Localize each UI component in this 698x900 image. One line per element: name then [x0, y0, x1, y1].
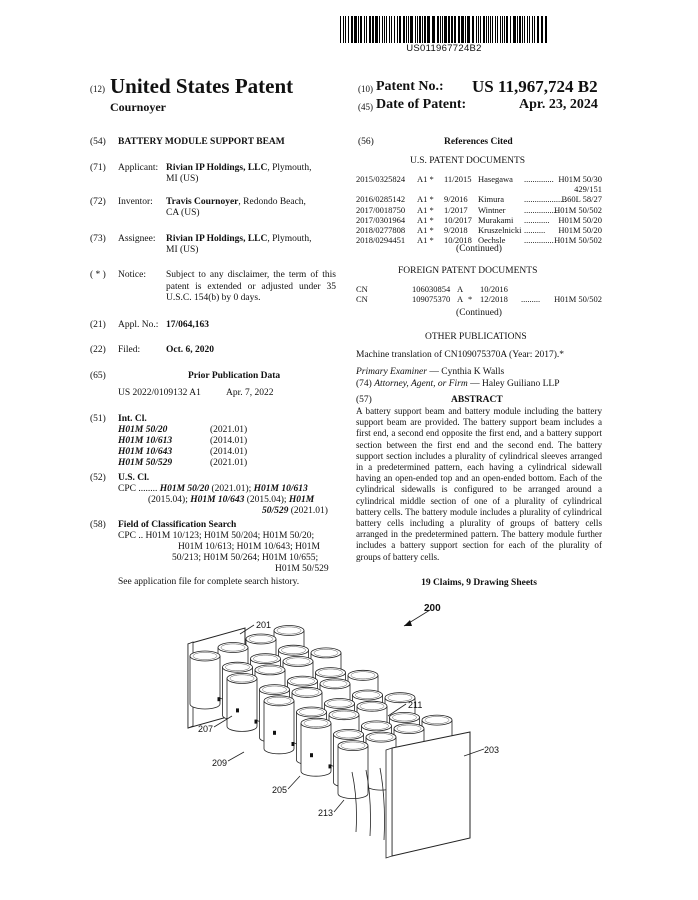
reference-row [356, 184, 602, 194]
code-58: (58) [90, 520, 106, 530]
barcode-bar [369, 16, 371, 43]
barcode-bar [360, 16, 362, 43]
filed-date: Oct. 6, 2020 [166, 345, 215, 355]
foreign-reference-row [356, 284, 602, 294]
uscl-line3 [262, 506, 328, 518]
intcl-class: H01M 10/643 [118, 447, 173, 457]
reference-name: Wintner [478, 204, 506, 215]
ref-label-205: 205 [272, 785, 288, 795]
barcode-number: US011967724B2 [406, 43, 482, 54]
barcode-bar [519, 16, 521, 43]
notice-text: Subject to any disclaimer, the term of this patent is extended or adjusted under 35 U.S.C. 154(b) by 0 days. [166, 270, 336, 303]
barcode-bar [408, 16, 409, 43]
barcode-bar [476, 16, 477, 43]
reference-kind: A1 * [417, 214, 434, 225]
reference-cls: H01M 50/502 [554, 204, 602, 215]
ref-label-207: 207 [198, 724, 214, 734]
reference-num: 2016/0285142 [356, 194, 406, 205]
field-see: See application file for complete search history. [118, 577, 300, 587]
leader-line [334, 800, 344, 812]
foreign-star: * [468, 294, 473, 305]
barcode-bar [527, 16, 528, 43]
end-plate-203-edge [386, 748, 392, 858]
intcl-class: H01M 50/20 [118, 425, 168, 435]
sleeve-marker [292, 742, 295, 746]
barcode-bar [382, 16, 383, 43]
code-65: (65) [90, 371, 106, 381]
code-73: (73) [90, 234, 106, 244]
barcode-bar [444, 16, 447, 43]
patent-title: United States Patent [110, 74, 294, 98]
appl-number: 17/064,163 [166, 320, 210, 330]
date-label: Date of Patent: [376, 97, 467, 112]
ref-label-209: 209 [212, 758, 228, 768]
barcode-bar [492, 16, 493, 43]
barcode-bar [524, 16, 525, 43]
barcode-bar [427, 16, 430, 43]
attorney-name: — Haley Guiliano LLP [467, 379, 560, 389]
applicant-line1 [166, 163, 311, 175]
barcode-bar [391, 16, 392, 43]
examiner-line [356, 367, 504, 379]
reference-row [356, 225, 602, 235]
barcode-bar [432, 16, 435, 43]
barcode-bar [366, 16, 367, 43]
barcode-bar [424, 16, 426, 43]
battery-cell [227, 678, 257, 731]
foreign-cc: CN [356, 284, 368, 294]
barcode-bar [345, 16, 346, 43]
foreign-kind: A [457, 294, 464, 305]
intcl-version: (2014.01) [210, 447, 248, 457]
intcl-class: H01M 50/529 [118, 458, 173, 468]
barcode-bar [417, 16, 418, 43]
reference-row [356, 194, 602, 204]
continued-1: (Continued) [456, 244, 502, 254]
barcode-bar [465, 16, 466, 43]
reference-num: 2017/0301964 [356, 214, 406, 225]
applicant-name: Rivian IP Holdings, LLC [166, 163, 268, 173]
field-line-0: CPC .. H01M 10/123; H01M 50/204; H01M 50/20; [118, 531, 315, 541]
leader-line [288, 776, 300, 789]
patent-no-label: Patent No.: [376, 79, 444, 94]
barcode-bar [504, 16, 505, 43]
barcode-bar [490, 16, 491, 43]
barcode-bar [351, 16, 353, 43]
assignee-line1 [166, 234, 311, 246]
invention-title: BATTERY MODULE SUPPORT BEAM [118, 137, 285, 147]
barcode-bar [467, 16, 470, 43]
ref-label-213: 213 [318, 808, 334, 818]
intcl-version: (2014.01) [210, 436, 248, 446]
examiner-label: Primary Examiner [356, 367, 427, 377]
uscl-text: (2021.01); [209, 484, 254, 494]
code-45: (45) [358, 102, 373, 112]
reference-cls: H01M 50/20 [558, 225, 602, 235]
barcode-bar [389, 16, 390, 43]
reference-cls: H01M 50/502 [554, 235, 602, 246]
code-71: (71) [90, 163, 106, 173]
uscl-text: (2015.04); [244, 495, 289, 505]
other-pubs-text: Machine translation of CN109075370A (Year: 2017).* [356, 350, 565, 360]
reference-date: 9/2018 [444, 225, 468, 235]
reference-name: Kimura [478, 194, 504, 205]
code-54: (54) [90, 137, 106, 147]
barcode-bar [442, 16, 443, 43]
barcode-bar [422, 16, 423, 43]
barcode-bar [437, 16, 439, 43]
reference-cls: H01M 50/30 [558, 174, 602, 184]
reference-dots: .......... [524, 225, 546, 235]
barcode-bar [440, 16, 441, 43]
end-plate-203 [392, 732, 470, 856]
foreign-kind: A [457, 284, 464, 294]
uscl-label: U.S. Cl. [118, 473, 150, 483]
abstract-heading: ABSTRACT [451, 395, 503, 405]
reference-date: 10/2017 [444, 214, 472, 225]
foreign-cc: CN [356, 294, 368, 305]
ref-label-203: 203 [484, 745, 500, 755]
barcode-bar [348, 16, 349, 43]
reference-kind: A1 * [417, 225, 434, 235]
inventor-name: Travis Cournoyer [166, 197, 239, 207]
uscl-class: H01M 10/643 [190, 495, 245, 505]
references-heading: References Cited [444, 137, 513, 147]
reference-cls: 429/151 [574, 184, 602, 195]
attorney-line [356, 379, 560, 391]
reference-num: 2017/0018750 [356, 204, 406, 215]
barcode-bar [354, 16, 357, 43]
barcode-bar [461, 16, 464, 43]
barcode-bar [394, 16, 395, 43]
battery-cell [338, 746, 368, 799]
foreign-cls: H01M 50/502 [554, 294, 602, 305]
reference-cls: H01M 50/20 [558, 214, 602, 225]
barcode-bar [483, 16, 485, 43]
barcode-bar [386, 16, 387, 43]
appl-label: Appl. No.: [118, 320, 159, 330]
battery-cell [301, 723, 331, 776]
barcode-bar [364, 16, 365, 43]
sleeve-marker [236, 708, 239, 712]
reference-row [356, 215, 602, 225]
barcode-bar [480, 16, 481, 43]
barcode-bar [406, 16, 407, 43]
claims-sheets: 19 Claims, 9 Drawing Sheets [421, 578, 537, 588]
field-search-label: Field of Classification Search [118, 520, 237, 530]
field-line-3: H01M 50/529 [275, 564, 329, 574]
barcode-bar [451, 16, 453, 43]
intcl-version: (2021.01) [210, 458, 248, 468]
other-pubs-heading: OTHER PUBLICATIONS [425, 332, 527, 342]
intcl-label: Int. Cl. [118, 414, 147, 424]
reference-num: 2018/0294451 [356, 235, 406, 246]
barcode-bar [415, 16, 416, 43]
examiner-name: — Cynthia K Walls [426, 367, 505, 377]
barcode-bar [372, 16, 374, 43]
sleeve-marker [273, 731, 276, 735]
barcode-bar [419, 16, 421, 43]
reference-kind: A1 * [417, 235, 434, 246]
barcode-bar [384, 16, 385, 43]
reference-kind: A1 * [417, 204, 434, 215]
prior-pub-heading: Prior Publication Data [188, 371, 281, 381]
attorney-label: Attorney, Agent, or Firm [374, 379, 468, 389]
barcode-bar [486, 16, 487, 43]
leader-line [228, 752, 244, 761]
barcode-bar [375, 16, 378, 43]
reference-name: Kruszelnicki [478, 225, 522, 235]
barcode-bar [510, 16, 511, 43]
barcode-bar [506, 16, 508, 43]
barcode-bar [529, 16, 530, 43]
notice-label: Notice: [118, 270, 146, 280]
assignee-name: Rivian IP Holdings, LLC [166, 234, 268, 244]
barcode-bar [379, 16, 380, 43]
assignee-city: , Plymouth, [267, 234, 312, 244]
foreign-reference-row [356, 294, 602, 304]
barcode-bar [403, 16, 405, 43]
sleeve-marker [255, 720, 258, 724]
reference-dots: .................... [524, 194, 567, 205]
reference-kind: A1 * [417, 194, 434, 205]
barcode-bar [534, 16, 535, 43]
reference-name: Hasegawa [478, 174, 513, 184]
battery-cell [190, 656, 220, 709]
assignee-line2: MI (US) [166, 245, 199, 255]
uscl-line2 [148, 495, 314, 507]
sleeve-marker [218, 697, 221, 701]
leader-arrow [404, 620, 412, 626]
code-21: (21) [90, 320, 106, 330]
code-56: (56) [358, 137, 374, 147]
barcode-bar [495, 16, 496, 43]
foreign-docs-heading: FOREIGN PATENT DOCUMENTS [398, 266, 538, 276]
uscl-cpc: CPC ........ [118, 484, 158, 494]
barcode-bar [500, 16, 501, 43]
barcode-bar [343, 16, 344, 43]
sleeve-marker [310, 753, 313, 757]
barcode-bar [541, 16, 543, 43]
applicant-city: , Plymouth, [267, 163, 312, 173]
us-docs-heading: U.S. PATENT DOCUMENTS [410, 156, 526, 166]
patent-figure [0, 590, 698, 890]
prior-pub-number: US 2022/0109132 A1 [118, 388, 201, 398]
inventor-city: , Redondo Beach, [238, 197, 306, 207]
barcode-bar [517, 16, 518, 43]
foreign-date: 12/2018 [480, 294, 508, 305]
barcode-bar [478, 16, 479, 43]
code-51: (51) [90, 414, 106, 424]
patent-date: Apr. 23, 2024 [519, 97, 598, 112]
applicant-label: Applicant: [118, 163, 159, 173]
code-52: (52) [90, 473, 106, 483]
intcl-version: (2021.01) [210, 425, 248, 435]
barcode-bar [502, 16, 503, 43]
reference-num: 2018/0277808 [356, 225, 406, 235]
barcode-bar [399, 16, 401, 43]
foreign-references [356, 284, 602, 308]
prior-pub-date: Apr. 7, 2022 [226, 388, 274, 398]
inventor-line2: CA (US) [166, 208, 200, 218]
battery-cell [264, 701, 294, 754]
barcode-bar [410, 16, 413, 43]
applicant-line2: MI (US) [166, 174, 199, 184]
foreign-num: 106030854 [412, 284, 451, 294]
sleeve-marker [329, 764, 332, 768]
ref-label-200: 200 [424, 603, 441, 614]
reference-row [356, 205, 602, 215]
inventor-surname: Cournoyer [110, 100, 166, 114]
barcode-bar [454, 16, 456, 43]
barcode-bar [358, 16, 359, 43]
code-57: (57) [356, 395, 372, 405]
barcode-bar [537, 16, 539, 43]
patent-number: US 11,967,724 B2 [472, 77, 598, 96]
reference-name: Oechsle [478, 235, 506, 246]
reference-row [356, 174, 602, 184]
inventor-line1 [166, 197, 306, 209]
uscl-class: H01M 50/20 [159, 484, 210, 494]
field-line-2: 50/213; H01M 50/264; H01M 10/655; [172, 553, 319, 563]
code-74: (74) [356, 379, 372, 389]
code-10: (10) [358, 84, 373, 94]
uscl-class: H01M 10/613 [253, 484, 308, 494]
continued-2: (Continued) [456, 308, 502, 318]
reference-dots: .............. [524, 174, 554, 184]
uscl-line1 [118, 484, 308, 496]
inventor-label: Inventor: [118, 197, 153, 207]
barcode-bar [532, 16, 533, 43]
reference-date: 9/2016 [444, 194, 468, 205]
assignee-label: Assignee: [118, 234, 156, 244]
foreign-date: 10/2016 [480, 284, 508, 294]
barcode [340, 16, 548, 43]
code-notice: ( * ) [90, 270, 106, 280]
foreign-dots: ......... [521, 294, 541, 305]
reference-dots: ................ [524, 204, 558, 215]
intcl-class: H01M 10/613 [118, 436, 173, 446]
uscl-class: 50/529 [262, 506, 289, 516]
reference-dots: ............ [524, 214, 550, 225]
code-22: (22) [90, 345, 106, 355]
foreign-num: 109075370 [412, 294, 451, 305]
reference-num: 2015/0325824 [356, 174, 406, 184]
field-line-1: H01M 10/613; H01M 10/643; H01M [178, 542, 320, 552]
barcode-bar [397, 16, 398, 43]
abstract-text: A battery support beam and battery module including the battery support beam are provided. The battery support beam includes a first end, a second end opposite the first end, and a battery support section between the first end and the second end. The battery support section includes a plurality of cylindrical sleeves arranged in a predetermined pattern, each having a cylindrical sidewall having an open-ended top and an open-ended bottom. Each of the cylindrical sidewalls is configured to be arranged around a cylindrical middle section of one of a plurality of cylindrical battery cells. The battery module includes a plurality of cylindrical battery cells including a plurality of groups of battery cells arranged in the predetermined pattern. The battery module further includes a battery support section for each of the plurality of groups of battery cells. [356, 406, 602, 562]
reference-kind: A1 * [417, 174, 434, 184]
barcode-bar [472, 16, 474, 43]
uscl-class: H01M [288, 495, 315, 505]
uscl-text: (2015.04); [148, 495, 191, 505]
reference-cls: B60L 58/27 [561, 194, 602, 205]
barcode-bar [448, 16, 450, 43]
barcode-bar [522, 16, 523, 43]
uscl-text: (2021.01) [288, 506, 328, 516]
barcode-image [340, 16, 548, 43]
reference-dots: .............. [524, 235, 554, 246]
barcode-bar [488, 16, 489, 43]
reference-date: 10/2018 [444, 235, 472, 246]
ref-label-201: 201 [256, 620, 272, 630]
code-72: (72) [90, 197, 106, 207]
filed-label: Filed: [118, 345, 141, 355]
barcode-bar [545, 16, 547, 43]
barcode-bar [497, 16, 498, 43]
barcode-bar [458, 16, 460, 43]
reference-name: Murakami [478, 214, 514, 225]
barcode-bar [340, 16, 341, 43]
reference-date: 1/2017 [444, 204, 468, 215]
code-12: (12) [90, 84, 105, 94]
reference-date: 11/2015 [444, 174, 472, 184]
ref-label-211: 211 [408, 700, 423, 710]
barcode-bar [513, 16, 516, 43]
